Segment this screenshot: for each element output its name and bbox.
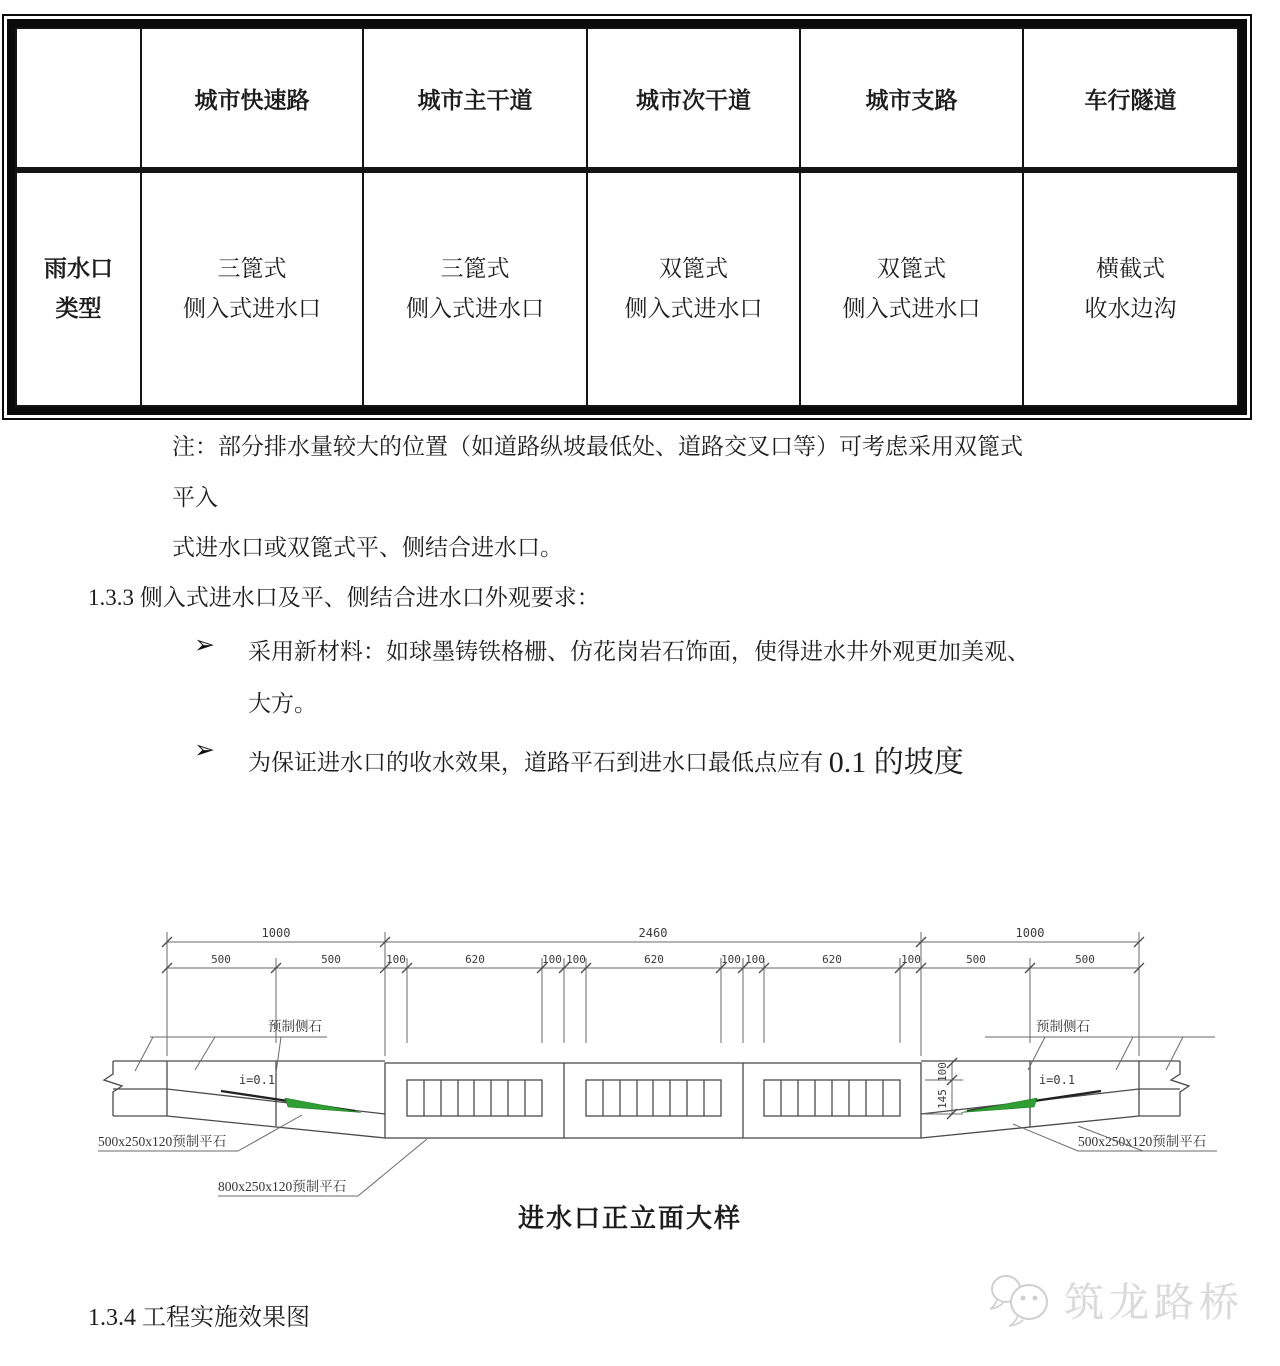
watermark xyxy=(988,1268,1244,1330)
col-header-tunnel: 车行隧道 xyxy=(1023,28,1238,170)
dim-label: 100 xyxy=(901,953,921,966)
wechat-logo-icon xyxy=(988,1268,1054,1330)
dim-label: 100 xyxy=(566,953,586,966)
slope-label: i=0.1 xyxy=(238,1073,276,1087)
flat-stone-label-left xyxy=(98,1115,302,1151)
flat-stone-label-center xyxy=(218,1139,427,1196)
dim-label: 620 xyxy=(644,953,664,966)
row-header-line1: 雨水口 xyxy=(44,256,113,281)
dim-label: 620 xyxy=(465,953,485,966)
row-header-line2: 类型 xyxy=(55,296,102,321)
note-line3: 式进水口或双篦式平、侧结合进水口。 xyxy=(172,535,563,560)
table-header-row xyxy=(16,28,1238,170)
flat-stone-label-right xyxy=(1013,1124,1217,1151)
grate-panel-3 xyxy=(764,1080,900,1116)
dim-label-145: 145 xyxy=(936,1089,949,1109)
watermark-text: 筑龙路桥 xyxy=(1064,1279,1244,1325)
cell-arterial: 三篦式 侧入式进水口 xyxy=(363,170,587,406)
bullet-arrow-icon: ➢ xyxy=(194,737,215,764)
dim-label: 100 xyxy=(721,953,741,966)
cell-tunnel: 横截式 收水边沟 xyxy=(1023,170,1238,406)
dim-label: 1000 xyxy=(1015,926,1045,940)
inlet-type-table xyxy=(15,27,1239,407)
slope-label: i=0.1 xyxy=(1038,1073,1076,1087)
dim-label: 500 xyxy=(211,953,231,966)
col-header-secondary: 城市次干道 xyxy=(587,28,800,170)
dim-label-100: 100 xyxy=(936,1062,949,1082)
note-line1: 注：部分排水量较大的位置（如道路纵坡最低处、道路交叉口等）可考虑采用双篦式 xyxy=(172,434,1023,459)
note-line2: 平入 xyxy=(172,485,218,510)
section-1-3-4-heading: 1.3.4 工程实施效果图 xyxy=(88,1305,310,1331)
bullet2-line xyxy=(248,737,964,781)
cell-branch: 双篦式 侧入式进水口 xyxy=(800,170,1023,406)
grate-panel-2 xyxy=(586,1080,721,1116)
dim-label: 100 xyxy=(745,953,765,966)
svg-text:500x250x120预制平石: 500x250x120预制平石 xyxy=(1078,1134,1207,1149)
section-1-3-3-heading: 1.3.3 侧入式进水口及平、侧结合进水口外观要求： xyxy=(88,585,600,610)
dim-label: 500 xyxy=(1075,953,1095,966)
drawing-caption: 进水口正立面大样 xyxy=(517,1204,742,1233)
table-body-row xyxy=(16,170,1238,406)
row-header-cell xyxy=(16,170,141,406)
bullet2-emphasis: 0.1 的坡度 xyxy=(828,746,964,779)
bullet1-line1: 采用新材料：如球墨铸铁格栅、仿花岗岩石饰面，使得进水井外观更加美观、 xyxy=(248,639,1030,664)
bullet1-line2: 大方。 xyxy=(248,691,317,716)
cell-expressway: 三篦式 侧入式进水口 xyxy=(141,170,363,406)
dim-label: 620 xyxy=(822,953,842,966)
slope-arrow-left xyxy=(221,1073,361,1113)
svg-text:预制侧石: 预制侧石 xyxy=(1036,1019,1090,1034)
dim-row-1 xyxy=(162,926,1144,947)
curb-label-left xyxy=(135,1019,327,1073)
inlet-type-table-frame xyxy=(2,14,1252,420)
svg-text:500x250x120预制平石: 500x250x120预制平石 xyxy=(98,1134,227,1149)
bullet-arrow-icon: ➢ xyxy=(194,632,215,659)
dim-label: 1000 xyxy=(261,926,291,940)
grate-panel-1 xyxy=(407,1080,542,1116)
bullet2-prefix: 为保证进水口的收水效果，道路平石到进水口最低点应有 xyxy=(248,750,829,775)
col-header-expressway: 城市快速路 xyxy=(141,28,363,170)
corner-cell xyxy=(16,28,141,170)
cell-secondary: 双篦式 侧入式进水口 xyxy=(587,170,800,406)
dim-label: 500 xyxy=(966,953,986,966)
col-header-arterial: 城市主干道 xyxy=(363,28,587,170)
svg-text:800x250x120预制平石: 800x250x120预制平石 xyxy=(218,1179,347,1194)
dim-label: 500 xyxy=(321,953,341,966)
col-header-branch: 城市支路 xyxy=(800,28,1023,170)
dim-label: 2460 xyxy=(638,926,668,940)
dim-label: 100 xyxy=(386,953,406,966)
svg-text:预制侧石: 预制侧石 xyxy=(268,1019,322,1034)
dim-row-2 xyxy=(162,953,1144,973)
inlet-box xyxy=(385,1063,921,1138)
dim-label: 100 xyxy=(542,953,562,966)
